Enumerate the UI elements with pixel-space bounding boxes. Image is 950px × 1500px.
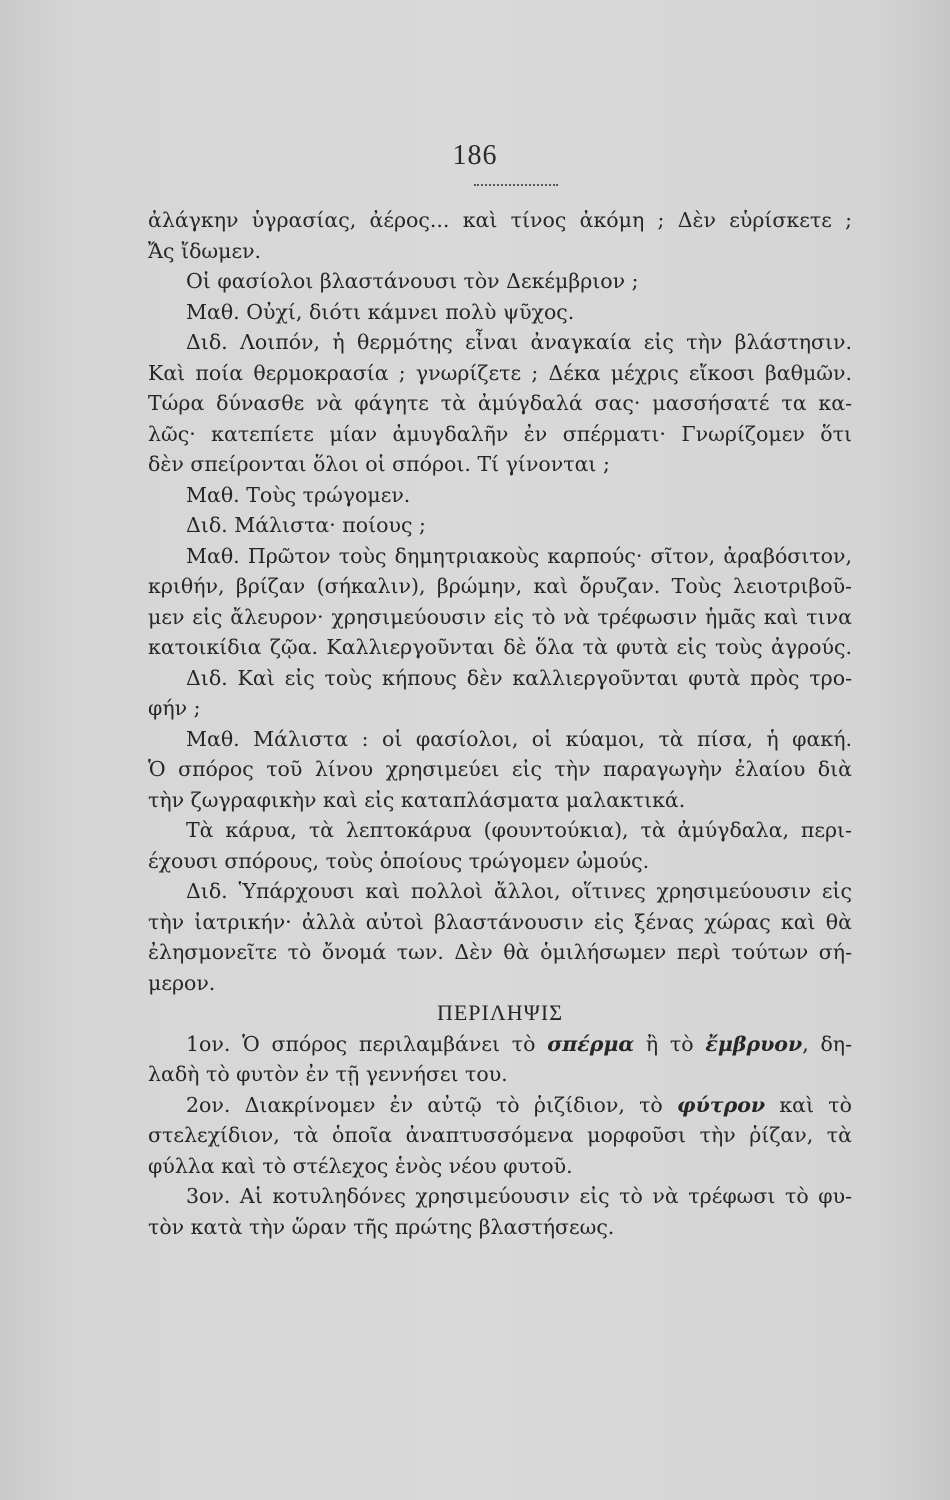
italic-term: σπέρμα (547, 1031, 635, 1056)
text-line: Διδ. Λοιπόν, ἡ θερμότης εἶναι ἀναγκαία εἰς τὴν βλάστησιν. (186, 330, 852, 354)
italic-term: ἔμβρυον (705, 1031, 803, 1056)
text-line: φήν ; (148, 696, 201, 720)
text-line: μεν εἰς ἄλευρον· χρησιμεύουσιν εἰς τὸ νὰ τρέφωσιν ἡμᾶς καὶ τινα (148, 604, 852, 629)
text-line: Διδ. Μάλιστα· ποίους ; (186, 513, 426, 537)
text-line: κριθήν, βρίζαν (σήκαλιν), βρώμην, καὶ ὄρυζαν. Τοὺς λειοτριβοῦ- (148, 574, 852, 598)
text-line: Μαθ. Οὐχί, διότι κάμνει πολὺ ψῦχος. (186, 299, 575, 324)
text-line: μερον. (148, 970, 216, 995)
text-line: Ὁ σπόρος τοῦ λίνου χρησιμεύει εἰς τὴν παραγωγὴν ἐλαίου διὰ (148, 757, 852, 781)
text-line: τὴν ἰατρικήν· ἀλλὰ αὐτοὶ βλαστάνουσιν εἰς ξένας χώρας καὶ θὰ (148, 909, 852, 934)
text-line: Οἱ φασίολοι βλαστάνουσι τὸν Δεκέμβριον ; (186, 269, 639, 293)
text-line: λῶς· κατεπίετε μίαν ἀμυγδαλῆν ἐν σπέρματι· Γνωρίζομεν ὅτι (148, 421, 852, 446)
text-segment: 1ον. Ὁ σπόρος περιλαμβάνει τὸ (186, 1031, 548, 1056)
text-line: Μαθ. Πρῶτον τοὺς δημητριακοὺς καρπούς· σῖτον, ἀραβόσιτον, (186, 543, 852, 568)
italic-term: φύτρον (677, 1092, 766, 1117)
text-line: Μαθ. Τοὺς τρώγομεν. (186, 482, 411, 507)
text-line (148, 1029, 852, 1060)
text-segment: ἢ τὸ (634, 1031, 706, 1056)
text-segment: 2ον. Διακρίνομεν ἐν αὐτῷ τὸ ῥιζίδιον, τὸ (186, 1092, 678, 1117)
text-segment: , δη- (802, 1031, 852, 1056)
page-number-rule (474, 184, 558, 186)
text-line: τὴν ζωγραφικὴν καὶ εἰς καταπλάσματα μαλακτικά. (148, 787, 686, 812)
text-line: δὲν σπείρονται ὅλοι οἱ σπόροι. Τί γίνονται ; (148, 452, 610, 476)
text-line: τὸν κατὰ τὴν ὥραν τῆς πρώτης βλαστήσεως. (148, 1214, 615, 1239)
text-line: 3ον. Αἱ κοτυληδόνες χρησιμεύουσιν εἰς τὸ νὰ τρέφωσι τὸ φυ- (186, 1184, 852, 1208)
text-line: στελεχίδιον, τὰ ὁποῖα ἀναπτυσσόμενα μορφοῦσι τὴν ῥίζαν, τὰ (148, 1123, 852, 1147)
text-line: λαδὴ τὸ φυτὸν ἐν τῇ γεννήσει του. (148, 1062, 508, 1086)
text-line: Διδ. Ὑπάρχουσι καὶ πολλοὶ ἄλλοι, οἵτινες χρησιμεύουσιν εἰς (186, 879, 852, 903)
text-line: ἐλησμονεῖτε τὸ ὄνομά των. Δὲν θὰ ὁμιλήσωμεν περὶ τούτων σή- (148, 940, 852, 964)
text-line: έχουσι σπόρους, τοὺς ὁποίους τρώγομεν ὠμούς. (148, 848, 650, 873)
text-line: Ἄς ἴδωμεν. (148, 238, 262, 263)
text-line (148, 1090, 852, 1121)
text-line: Τὰ κάρυα, τὰ λεπτοκάρυα (φουντούκια), τὰ ἀμύγδαλα, περι- (186, 818, 852, 842)
text-line: Καὶ ποία θερμοκρασία ; γνωρίζετε ; Δέκα μέχρις εἴκοσι βαθμῶν. (148, 360, 852, 385)
text-line: κατοικίδια ζῷα. Καλλιεργοῦνται δὲ ὅλα τὰ φυτὰ εἰς τοὺς ἀγρούς. (148, 635, 852, 659)
body-text (148, 205, 852, 1242)
page-number: 186 (452, 140, 498, 171)
text-line: Τώρα δύνασθε νὰ φάγητε τὰ ἀμύγδαλά σας· μασσήσατέ τα κα- (148, 391, 852, 415)
text-line: φύλλα καὶ τὸ στέλεχος ἑνὸς νέου φυτοῦ. (148, 1153, 573, 1178)
section-heading: ΠΕΡΙΛΗΨΙΣ (436, 1000, 564, 1025)
text-line: ἀλάγκην ὑγρασίας, ἀέρος... καὶ τίνος ἀκόμη ; Δὲν εὑρίσκετε ; (148, 208, 852, 232)
text-line: Διδ. Καὶ εἰς τοὺς κήπους δὲν καλλιεργοῦνται φυτὰ πρὸς τρο- (186, 665, 852, 690)
text-segment: καὶ τὸ (765, 1092, 852, 1117)
text-line: Μαθ. Μάλιστα : οἱ φασίολοι, οἱ κύαμοι, τὰ πίσα, ἡ φακή. (186, 726, 852, 751)
